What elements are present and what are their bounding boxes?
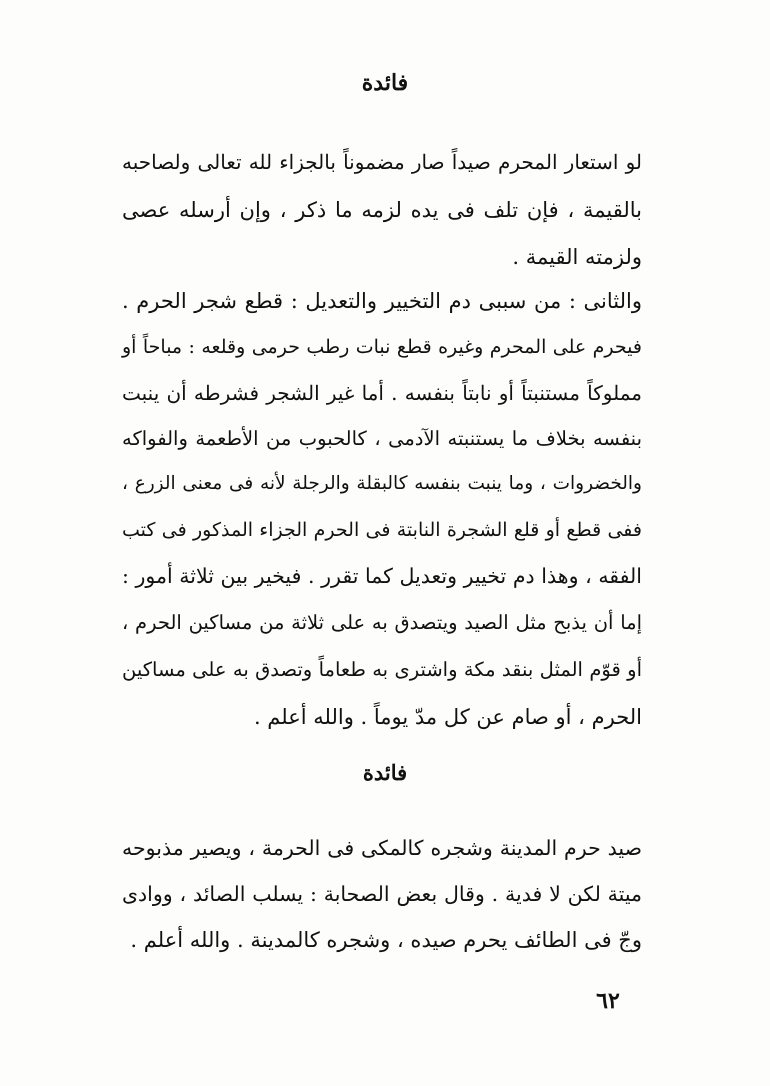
section-heading-2: فائدة: [362, 760, 408, 785]
text-line: بنفسه بخلاف ما يستنبته الآدمى ، كالحبوب من الأطعمة والفواكه: [122, 427, 642, 450]
text-line: والخضروات ، وما ينبت بنفسه كالبقلة والرجلة لأنه فى معنى الزرع ،: [122, 473, 642, 494]
text-line: صيد حرم المدينة وشجره كالمكى فى الحرمة ، ويصير مذبوحه: [122, 836, 642, 860]
section-heading-1: فائدة: [361, 70, 409, 96]
text-line: ميتة لكن لا فدية . وقال بعض الصحابة : يسلب الصائد ، ووادى: [122, 882, 642, 906]
text-line: بالقيمة ، فإن تلف فى يده لزمه ما ذكر ، وإن أرسله عصى: [122, 198, 642, 222]
text-line: لو استعار المحرم صيداً صار مضموناً بالجزاء لله تعالى ولصاحبه: [122, 150, 642, 174]
text-line: وجّ فى الطائف يحرم صيده ، وشجره كالمدينة . والله أعلم .: [130, 928, 642, 952]
text-line: والثانى : من سببى دم التخيير والتعديل : قطع شجر الحرم .: [122, 289, 642, 313]
text-line: ففى قطع أو قلع الشجرة النابتة فى الحرم الجزاء المذكور فى كتب: [122, 519, 642, 541]
text-line: الحرم ، أو صام عن كل مدّ يوماً . والله أعلم .: [253, 705, 642, 729]
text-line: ولزمته القيمة .: [512, 245, 642, 269]
text-line: مملوكاً مستنبتاً أو نابتاً بنفسه . أما غير الشجر فشرطه أن ينبت: [122, 381, 642, 405]
text-line: الفقه ، وهذا دم تخيير وتعديل كما تقرر . فيخير بين ثلاثة أمور :: [122, 564, 642, 588]
text-line: فيحرم على المحرم وغيره قطع نبات رطب حرمى وقلعه : مباحاً أو: [122, 336, 642, 358]
page-number: ٦٢: [596, 988, 620, 1014]
text-line: أو قوّم المثل بنقد مكة واشترى به طعاماً وتصدق به على مساكين: [122, 658, 642, 681]
text-line: إما أن يذبح مثل الصيد ويتصدق به على ثلاثة من مساكين الحرم ،: [122, 611, 642, 634]
